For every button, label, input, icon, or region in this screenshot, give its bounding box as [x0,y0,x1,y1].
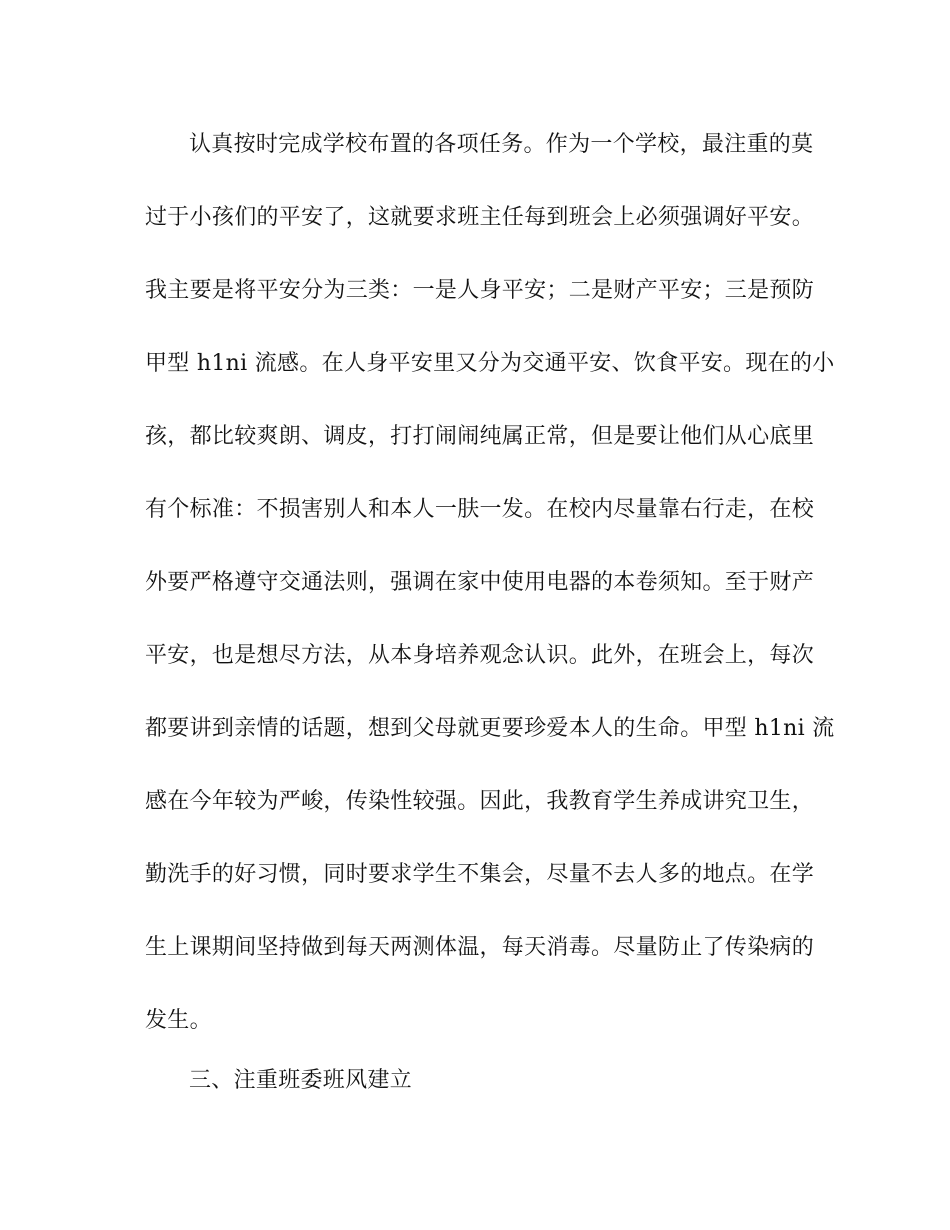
paragraph-line: 平安，也是想尽方法，从本身培养观念认识。此外，在班会上，每次 [145,643,815,668]
paragraph-line: 感在今年较为严峻，传染性较强。因此，我教育学生养成讲究卫生， [145,789,815,814]
paragraph-line: 勤洗手的好习惯，同时要求学生不集会，尽量不去人多的地点。在学 [145,862,815,887]
paragraph-line: 甲型 h1ni 流感。在人身平安里又分为交通平安、饮食平安。现在的小 [145,351,835,376]
paragraph-line: 发生。 [145,1008,212,1033]
paragraph-line: 有个标准：不损害别人和本人一肤一发。在校内尽量靠右行走，在校 [145,497,815,522]
paragraph-line: 过于小孩们的平安了，这就要求班主任每到班会上必须强调好平安。 [145,205,815,230]
paragraph-line: 孩，都比较爽朗、调皮，打打闹闹纯属正常，但是要让他们从心底里 [145,424,815,449]
paragraph-line: 都要讲到亲情的话题，想到父母就更要珍爱本人的生命。甲型 h1ni 流 [145,716,835,741]
paragraph-line: 认真按时完成学校布置的各项任务。作为一个学校，最注重的莫 [189,132,814,157]
section-heading: 三、注重班委班风建立 [189,1068,413,1093]
paragraph-line: 我主要是将平安分为三类：一是人身平安；二是财产平安；三是预防 [145,278,815,303]
paragraph-line: 生上课期间坚持做到每天两测体温，每天消毒。尽量防止了传染病的 [145,935,815,960]
paragraph-line: 外要严格遵守交通法则，强调在家中使用电器的本卷须知。至于财产 [145,570,815,595]
